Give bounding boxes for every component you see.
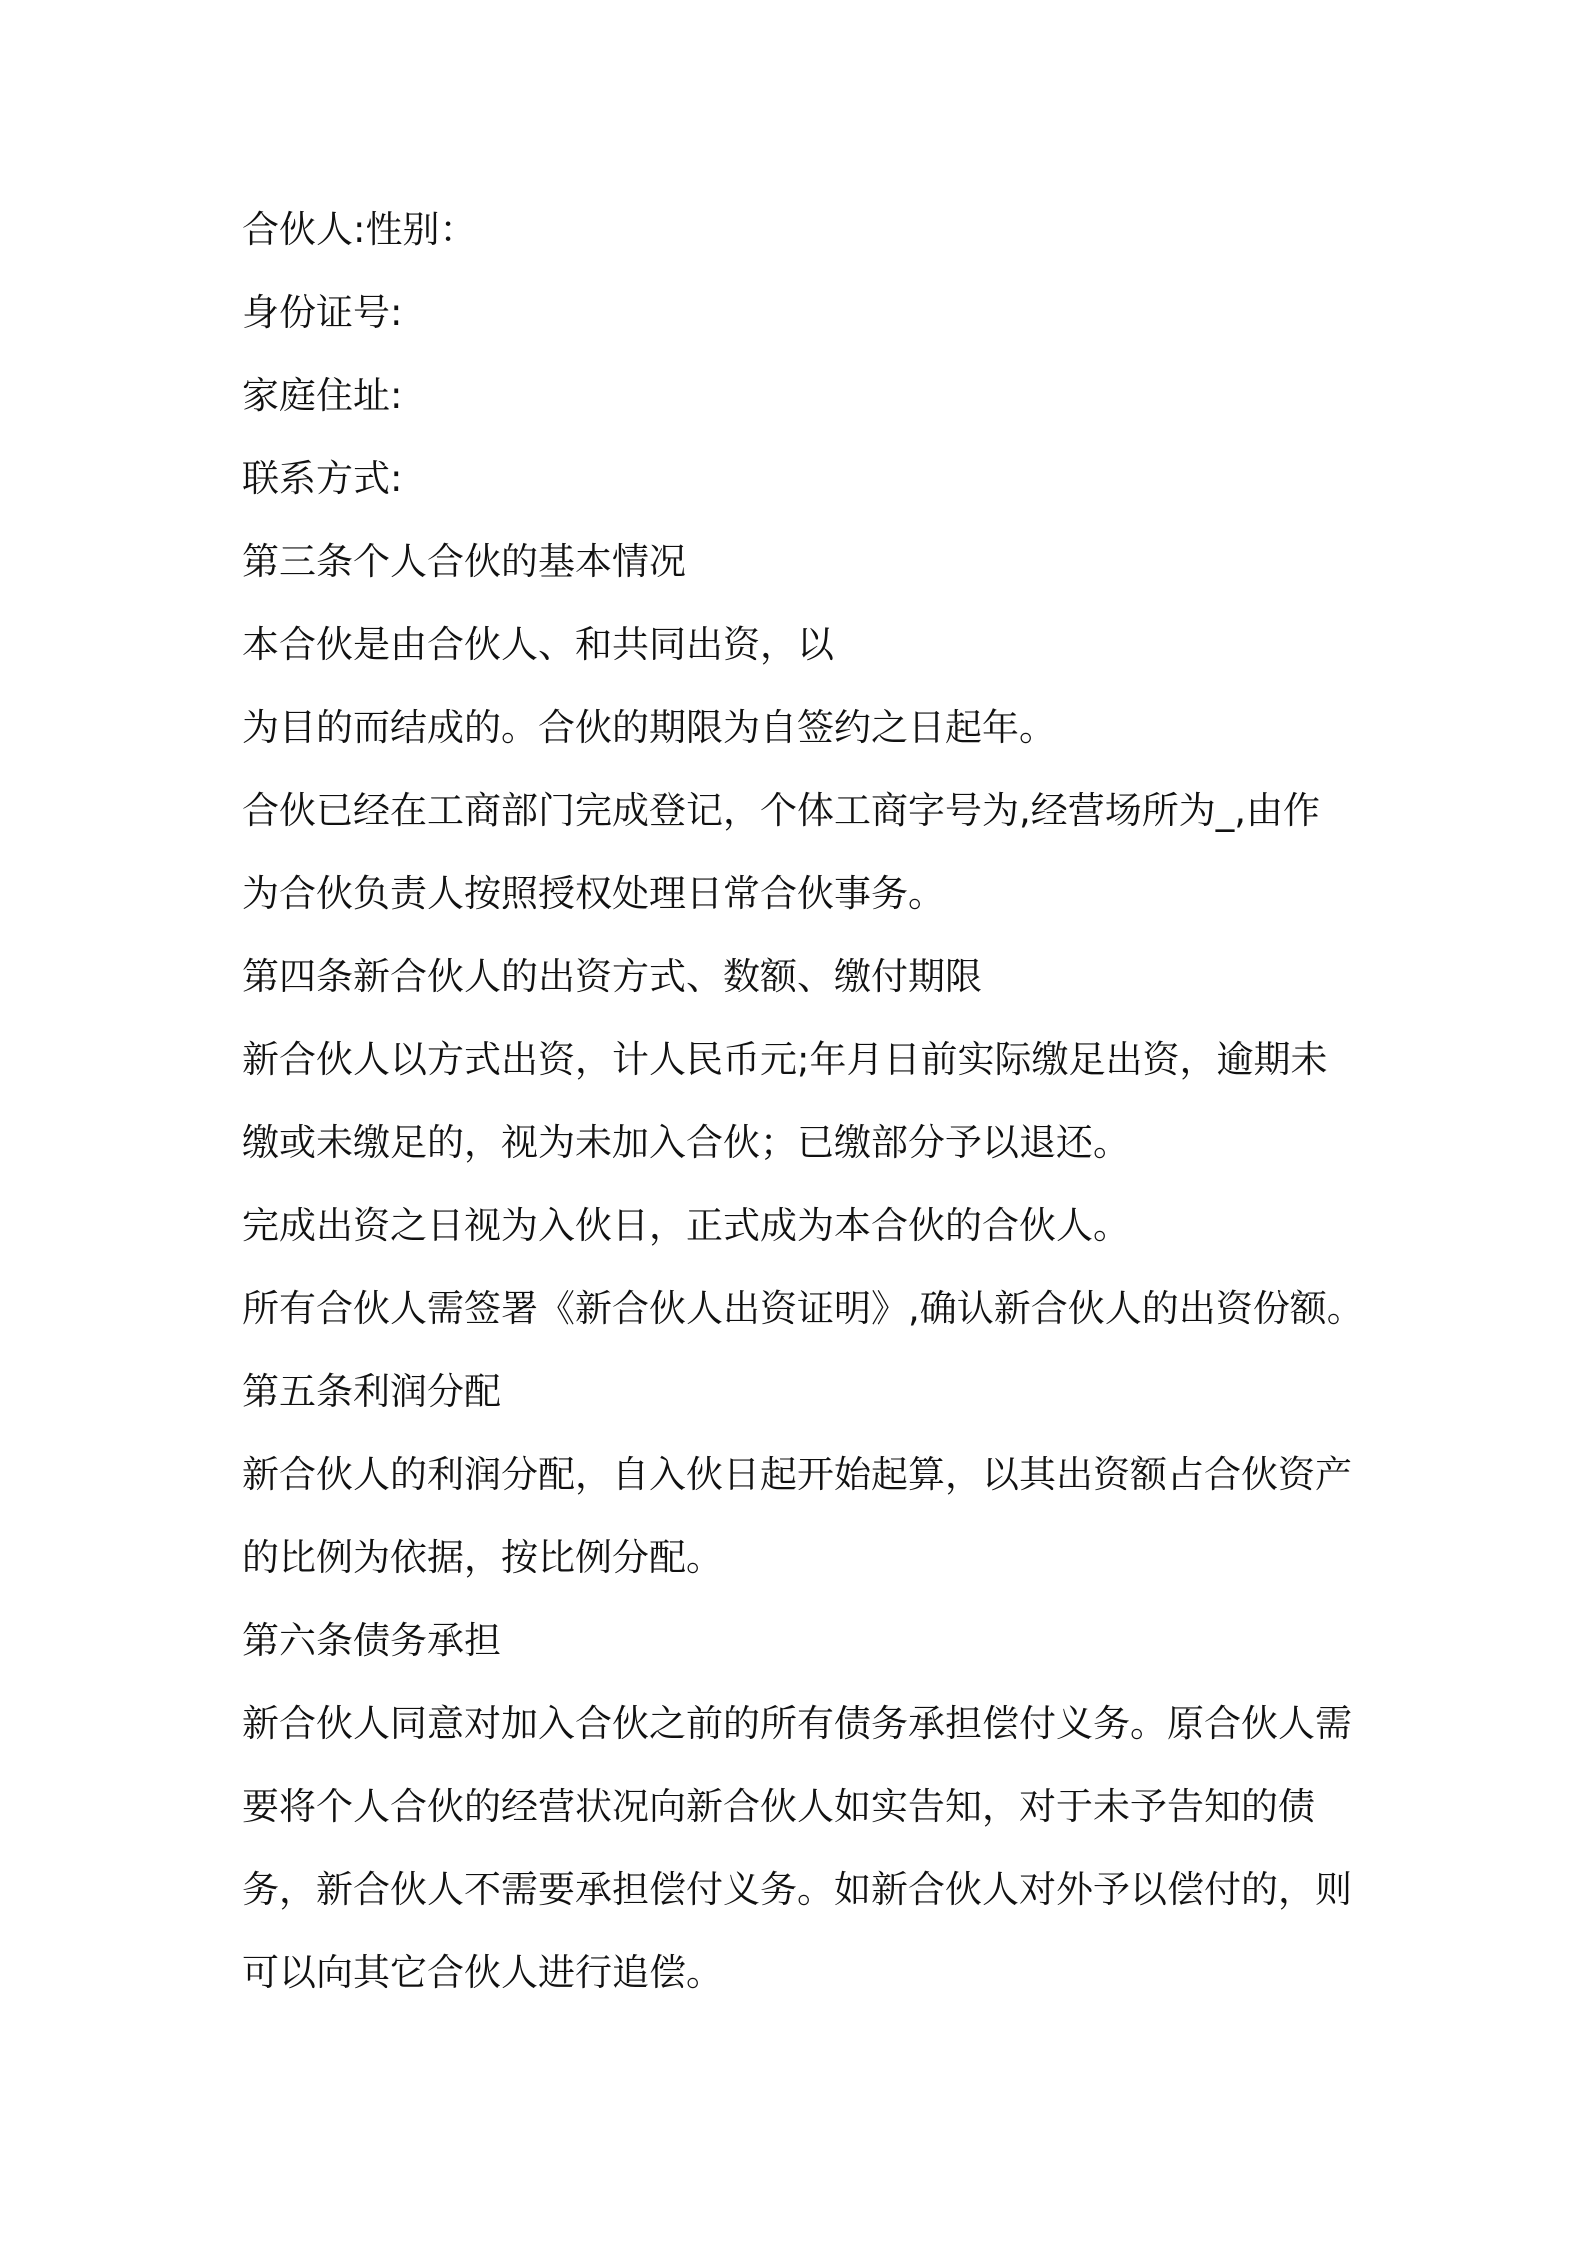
partner-gender-field-label: 合伙人:性别： bbox=[242, 208, 477, 251]
paragraph-line: 要将个人合伙的经营状况向新合伙人如实告知，对于未予告知的债 bbox=[242, 1785, 1315, 1828]
paragraph-line: 所有合伙人需签署《新合伙人出资证明》,确认新合伙人的出资份额。 bbox=[242, 1287, 1364, 1330]
paragraph-line: 合伙已经在工商部门完成登记，个体工商字号为,经营场所为_,由作 bbox=[242, 789, 1321, 832]
paragraph-line: 本合伙是由合伙人、和共同出资，以 bbox=[242, 623, 834, 666]
article-4-heading: 第四条新合伙人的出资方式、数额、缴付期限 bbox=[242, 955, 982, 998]
article-6-heading: 第六条债务承担 bbox=[242, 1619, 501, 1662]
article-5-heading: 第五条利润分配 bbox=[242, 1370, 501, 1413]
paragraph-line: 新合伙人的利润分配，自入伙日起开始起算，以其出资额占合伙资产 bbox=[242, 1453, 1352, 1496]
paragraph-line: 为目的而结成的。合伙的期限为自签约之日起年。 bbox=[242, 706, 1056, 749]
article-3-heading: 第三条个人合伙的基本情况 bbox=[242, 540, 686, 583]
paragraph-line: 为合伙负责人按照授权处理日常合伙事务。 bbox=[242, 872, 945, 915]
paragraph-line: 务，新合伙人不需要承担偿付义务。如新合伙人对外予以偿付的，则 bbox=[242, 1868, 1352, 1911]
contact-field-label: 联系方式: bbox=[242, 457, 403, 500]
home-address-field-label: 家庭住址: bbox=[242, 374, 403, 417]
paragraph-line: 可以向其它合伙人进行追偿。 bbox=[242, 1951, 723, 1994]
paragraph-line: 缴或未缴足的，视为未加入合伙；已缴部分予以退还。 bbox=[242, 1121, 1130, 1164]
paragraph-line: 的比例为依据，按比例分配。 bbox=[242, 1536, 723, 1579]
paragraph-line: 完成出资之日视为入伙日，正式成为本合伙的合伙人。 bbox=[242, 1204, 1130, 1247]
id-number-field-label: 身份证号: bbox=[242, 291, 403, 334]
paragraph-line: 新合伙人以方式出资，计人民币元;年月日前实际缴足出资，逾期未 bbox=[242, 1038, 1328, 1081]
paragraph-line: 新合伙人同意对加入合伙之前的所有债务承担偿付义务。原合伙人需 bbox=[242, 1702, 1352, 1745]
